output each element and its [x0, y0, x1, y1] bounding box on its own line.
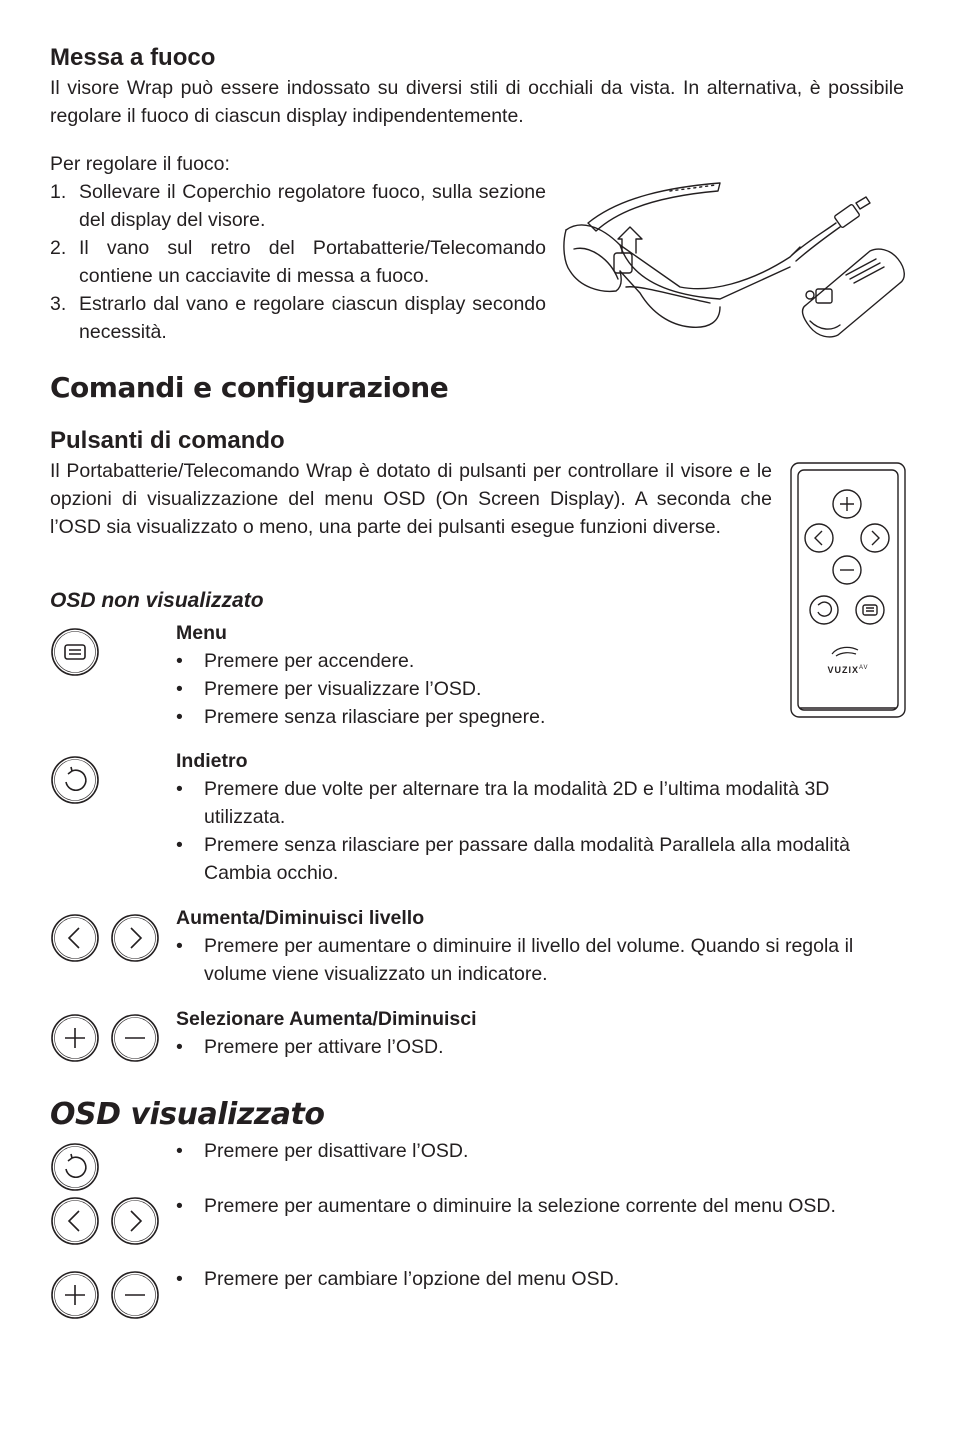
glasses-illustration: [560, 175, 910, 340]
item-bullets: [176, 647, 866, 731]
osd-on-item-level: [176, 1192, 866, 1220]
controls-intro: Il Portabatterie/Telecomando Wrap è dotato di pulsanti per controllare il visore e le opzioni di visualizzazione del menu OSD (On Screen Display). A seconda che l’OSD sia visualizzato o meno, una parte dei pulsanti esegue funzioni diverse.: [50, 460, 772, 538]
controls-subheading: Pulsanti di comando: [50, 427, 285, 454]
bullet: • Premere per aumentare o diminuire il livello del volume. Quando si regola il volume viene visualizzato un indicatore.: [176, 932, 866, 988]
item-title: Indietro: [176, 750, 248, 772]
item-title: Menu: [176, 622, 227, 644]
minus-icon: [110, 1270, 160, 1320]
chevron-left-icon: [50, 1196, 100, 1246]
back-icon: [50, 1142, 100, 1192]
osd-off-item-back: [176, 747, 866, 887]
minus-icon: [110, 1013, 160, 1063]
osd-off-heading: OSD non visualizzato: [50, 589, 264, 612]
menu-button: [50, 627, 100, 677]
chevron-left-icon: [50, 913, 100, 963]
bullet: • Premere per attivare l’OSD.: [176, 1033, 866, 1061]
step-number: 1.: [50, 181, 67, 203]
osd-off-item-menu: [176, 619, 866, 731]
back-button: [50, 755, 100, 805]
remote-logo-text: VUZIX: [827, 665, 859, 675]
bullet: • Premere per disattivare l’OSD.: [176, 1137, 866, 1165]
plus-icon: [50, 1013, 100, 1063]
item-title: Selezionare Aumenta/Diminuisci: [176, 1008, 477, 1030]
left-button: [50, 1196, 100, 1246]
back-icon: [50, 755, 100, 805]
step-text: Sollevare il Coperchio regolatore fuoco, sulla sezione del display del visore.: [79, 181, 546, 231]
focus-step: [50, 178, 546, 234]
osd-on-item-select: [176, 1265, 866, 1293]
bullet: • Premere senza rilasciare per passare dalla modalità Parallela alla modalità Cambia occhio.: [176, 831, 866, 887]
bullet: • Premere per cambiare l’opzione del menu OSD.: [176, 1265, 866, 1293]
left-button: [50, 913, 100, 963]
plus-button: [50, 1013, 100, 1063]
osd-on-item-back: [176, 1137, 866, 1165]
menu-icon: [50, 627, 100, 677]
item-bullets: [176, 932, 866, 988]
chevron-right-icon: [110, 1196, 160, 1246]
bullet: • Premere due volte per alternare tra la modalità 2D e l’ultima modalità 3D utilizzata.: [176, 775, 866, 831]
item-bullets: [176, 1033, 866, 1061]
plus-icon: [50, 1270, 100, 1320]
focus-heading: Messa a fuoco: [50, 44, 216, 71]
osd-off-item-select: [176, 1005, 866, 1061]
item-title: Aumenta/Diminuisci livello: [176, 907, 425, 929]
focus-steps-intro: Per regolare il fuoco:: [50, 153, 230, 175]
step-number: 3.: [50, 293, 67, 315]
focus-step: [50, 290, 546, 346]
right-button: [110, 1196, 160, 1246]
bullet: • Premere per visualizzare l’OSD.: [176, 675, 866, 703]
osd-on-heading: OSD visualizzato: [50, 1097, 325, 1132]
back-button: [50, 1142, 100, 1192]
controls-heading: Comandi e configurazione: [50, 371, 449, 404]
plus-button: [50, 1270, 100, 1320]
step-text: Il vano sul retro del Portabatterie/Telecomando contiene un cacciavite di messa a fuoco.: [79, 237, 546, 287]
right-button: [110, 913, 160, 963]
remote-logo-sub: AV: [858, 665, 869, 671]
focus-intro: Il visore Wrap può essere indossato su diversi stili di occhiali da vista. In alternativa, è possibile regolare il fuoco di ciascun display indipendentemente.: [50, 77, 904, 127]
step-text: Estrarlo dal vano e regolare ciascun display secondo necessità.: [79, 293, 546, 343]
focus-steps-list: [50, 178, 546, 346]
bullet: • Premere per aumentare o diminuire la selezione corrente del menu OSD.: [176, 1192, 866, 1220]
bullet: • Premere senza rilasciare per spegnere.: [176, 703, 866, 731]
chevron-right-icon: [110, 913, 160, 963]
bullet: • Premere per accendere.: [176, 647, 866, 675]
step-number: 2.: [50, 237, 67, 259]
minus-button: [110, 1013, 160, 1063]
minus-button: [110, 1270, 160, 1320]
item-bullets: [176, 775, 866, 887]
focus-step: [50, 234, 546, 290]
osd-off-item-level: [176, 904, 866, 988]
